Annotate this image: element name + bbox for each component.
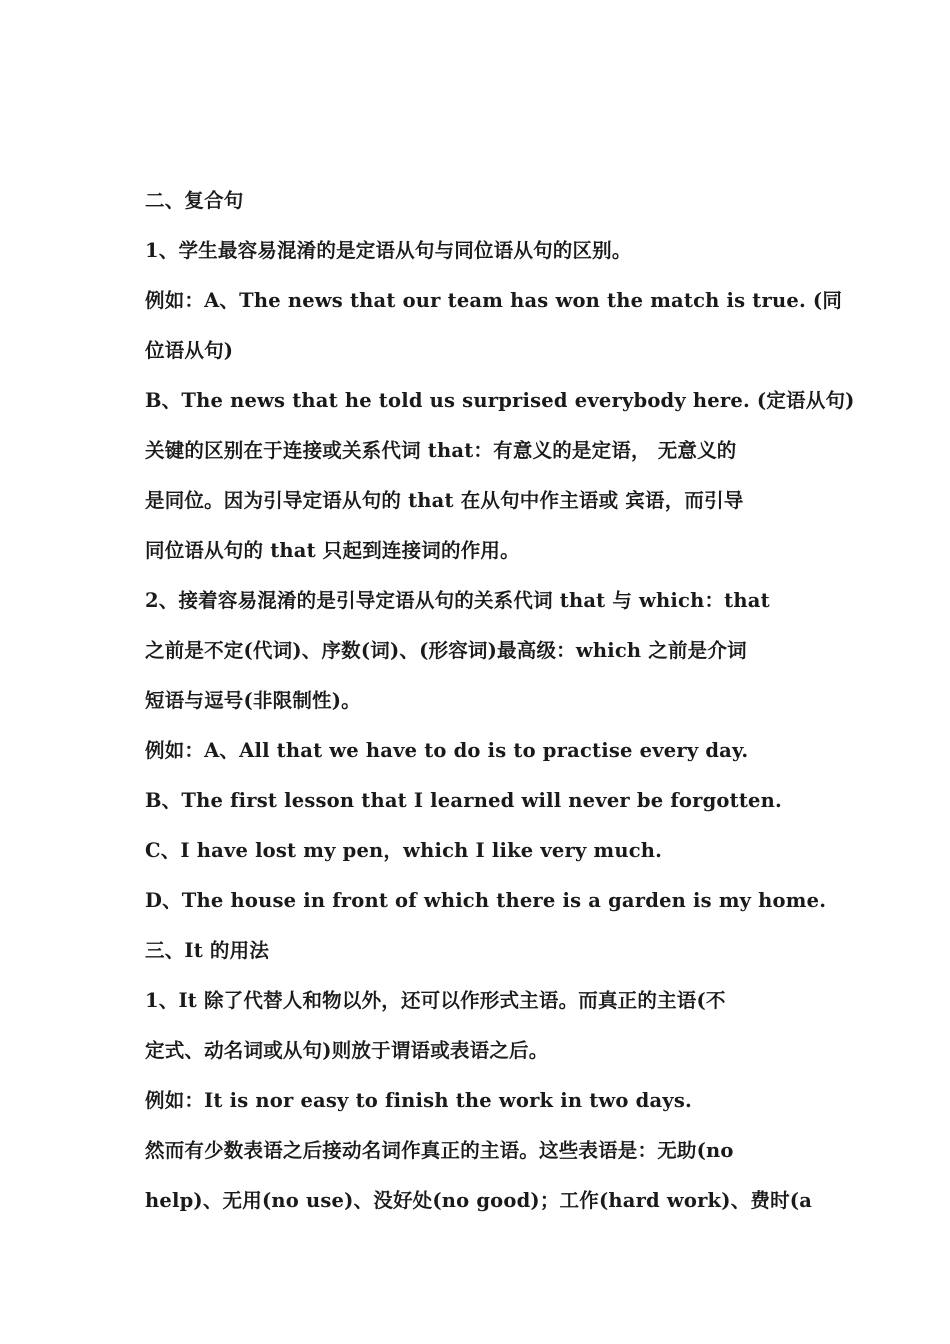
document-body [145, 176, 855, 1226]
paragraph-line: 之前是不定(代词)、序数(词)、(形容词)最高级：which 之前是介词 [145, 639, 747, 662]
section-heading-compound-sentences: 二、复合句 [145, 189, 244, 212]
paragraph-line: 定式、动名词或从句)则放于谓语或表语之后。 [145, 1039, 549, 1062]
example-line: B、The news that he told us surprised everybody here. (定语从句) [145, 389, 855, 412]
paragraph-line: 位语从句) [145, 339, 234, 362]
example-line: C、I have lost my pen，which I like very much. [145, 839, 663, 862]
example-line: D、The house in front of which there is a garden is my home. [145, 889, 827, 912]
paragraph-line: 同位语从句的 that 只起到连接词的作用。 [145, 539, 520, 562]
paragraph-line: 2、接着容易混淆的是引导定语从句的关系代词 that 与 which：that [145, 589, 770, 612]
paragraph-line: help)、无用(no use)、没好处(no good)；工作(hard work)、费时(a [145, 1189, 813, 1212]
example-line: 例如：A、All that we have to do is to practise every day. [145, 739, 749, 762]
paragraph-line: 然而有少数表语之后接动名词作真正的主语。这些表语是：无助(no [145, 1139, 734, 1162]
paragraph-line: 关键的区别在于连接或关系代词 that：有意义的是定语， 无意义的 [145, 439, 737, 462]
example-line: 例如：It is nor easy to finish the work in two days. [145, 1089, 692, 1112]
paragraph-line: 是同位。因为引导定语从句的 that 在从句中作主语或 宾语，而引导 [145, 489, 744, 512]
paragraph-line: 短语与逗号(非限制性)。 [145, 689, 361, 712]
paragraph-line: 1、学生最容易混淆的是定语从句与同位语从句的区别。 [145, 239, 632, 262]
section-heading-it-usage: 三、It 的用法 [145, 939, 270, 962]
example-line: 例如：A、The news that our team has won the match is true. (同 [145, 289, 843, 312]
example-line: B、The first lesson that I learned will never be forgotten. [145, 789, 783, 812]
paragraph-line: 1、It 除了代替人和物以外，还可以作形式主语。而真正的主语(不 [145, 989, 726, 1012]
